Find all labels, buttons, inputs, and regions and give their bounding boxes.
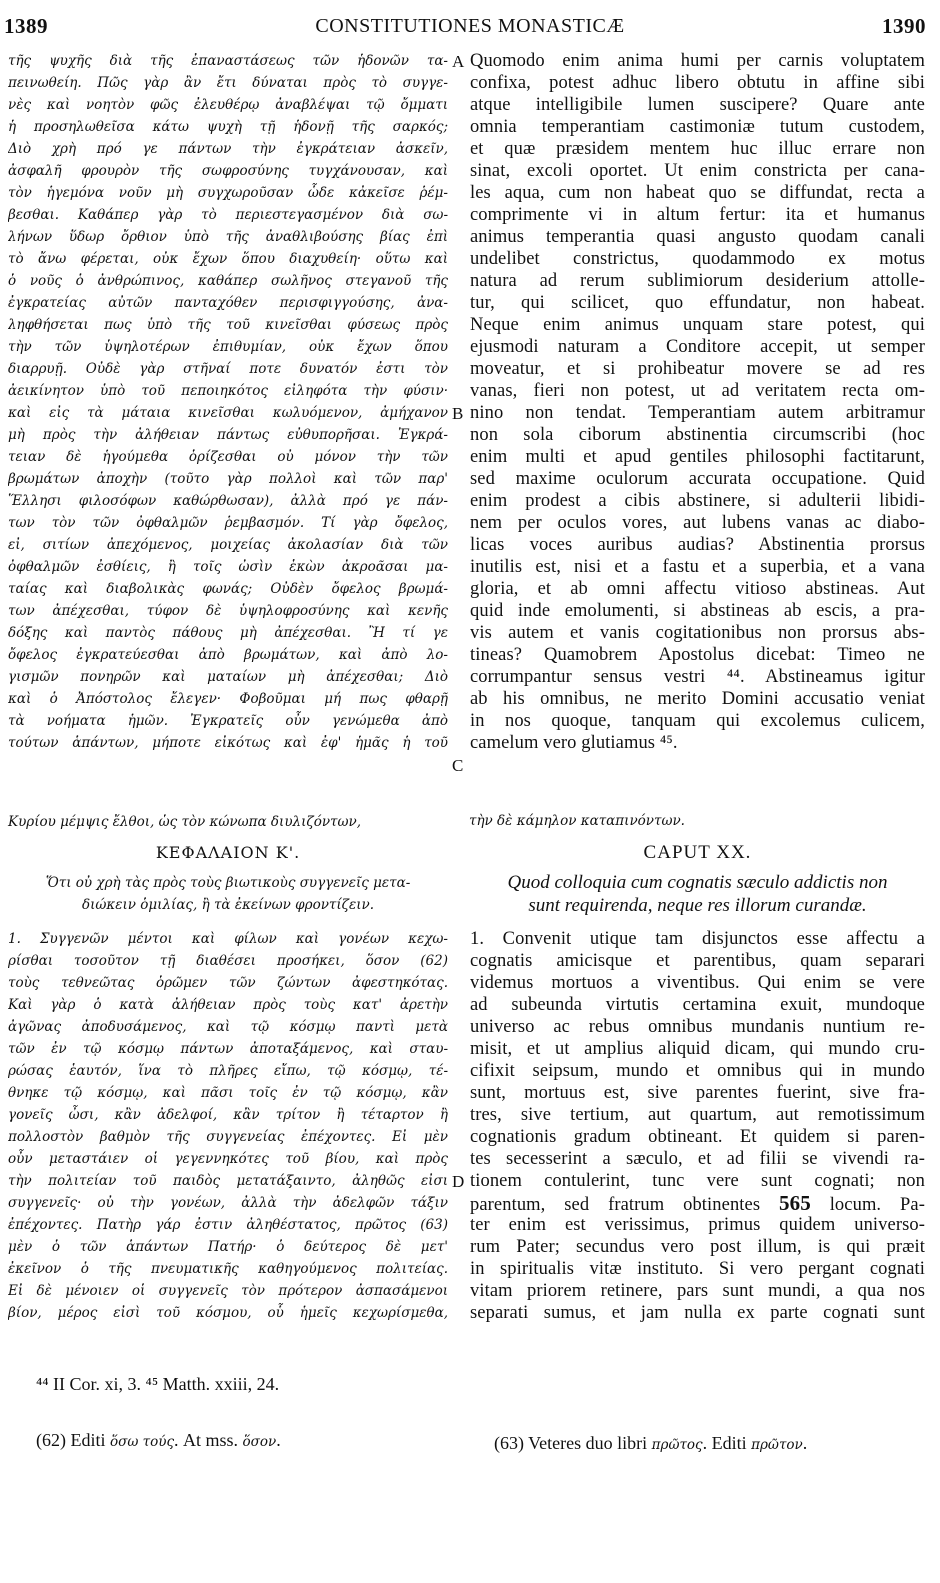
greek-text-line: θνηκε τῷ κόσμῳ, καὶ πᾶσι τοῖς ἐν τῷ κόσμῳ, κἂν — [8, 1085, 448, 1101]
greek-text-line: ρώσας ἑαυτόν, ἵνα τὸ πλῆρες εἴπω, τῷ κόσμῳ, τέ- — [8, 1063, 448, 1079]
section-marker-d: D — [452, 1172, 465, 1191]
footnote-62-end: . — [276, 1430, 281, 1450]
latin-text-line: videmus mortuos a viventibus. Qui enim se vere — [470, 973, 925, 993]
latin-text-line-with-column-number — [470, 1192, 925, 1214]
latin-text-line: 1. Convenit utique tam disjunctos esse affectu a — [470, 929, 925, 949]
latin-text-line: natura ad rerum sublimiorum desiderium attolle- — [470, 271, 925, 291]
greek-text-line: ὄφελος ἐγκρατεύεσθαι ἀπὸ βρωμάτων, καὶ ἀπὸ λο- — [8, 647, 448, 663]
greek-text-line: μὲν ὁ τῶν ἁπάντων Πατήρ· ὁ δεύτερος δὲ μετ' — [8, 1239, 448, 1255]
greek-text-line: εἰ, σιτίων ἀπεχόμενος, μοιχείας ἀκολασίαν διὰ τῶν — [8, 537, 448, 553]
greek-text-line: ὁ νοῦς ὁ ἀνθρώπινος, καθάπερ σωλῆνος στεγανοῦ τῆς — [8, 273, 448, 289]
greek-text-line: τὴν τῶν ὑψηλοτέρων ἐπιθυμίαν, οὐκ ἔχων ὅπου — [8, 339, 448, 355]
latin-text-line: in spiritualis vitæ instituto. Si vero pergant cognati — [470, 1259, 925, 1279]
latin-text-line: nino non tendat. Temperantiam autem arbitramur — [470, 403, 925, 423]
latin-text-line: in nos quoque, tanquam qui excolemus culicem, — [470, 711, 925, 731]
greek-text-line: τοὺς τεθνεῶτας ὁρῶμεν τῶν ζώντων ἀφεστηκότας. — [8, 975, 448, 991]
footnote-63-mid: . Editi — [702, 1433, 752, 1453]
latin-text-line: les aqua, cum non habeat quo se diffundat, recta a — [470, 183, 925, 203]
greek-text-line: λήνων ὕδωρ ὄρθιον ὑπὸ τῆς ἀναθλιβούσης βίας ἐπὶ — [8, 229, 448, 245]
latin-text-line: separati sumus, et jam nulla ex parte cognati sunt — [470, 1303, 925, 1323]
chapter-heading-latin: CAPUT XX. — [643, 842, 752, 863]
running-title: CONSTITUTIONES MONASTICÆ — [315, 15, 625, 37]
greek-column-top — [8, 50, 448, 754]
footnote-62-mid: . At mss. — [174, 1430, 243, 1450]
footnote-62-greek-2: ὅσον — [242, 1434, 277, 1450]
greek-text-line: μὴ πρὸς τὴν ἀλήθειαν πάντως εὐθυπορῆσαι. Ἐγκρά- — [8, 427, 448, 443]
latin-text-line: tur, qui scilicet, quo effundatur, non habeat. — [470, 293, 925, 313]
section-marker-a: A — [452, 52, 465, 71]
greek-text-line: ἐπέχοντες. Πατὴρ γάρ ἐστιν ἀληθέστατος, πρῶτος (63) — [8, 1217, 448, 1233]
latin-text-line: sunt, mortuus est, sive parentes fuerint, sive fra- — [470, 1083, 925, 1103]
subtitle-latin-line: sunt requirenda, neque res illorum curandæ. — [528, 895, 867, 916]
latin-line-after-number: locum. Pa- — [810, 1195, 925, 1215]
latin-text-line: sinat, excoli oportet. Ut enim constricta per cana- — [470, 161, 925, 181]
latin-text-line: cifixit seipsum, mundo et omnibus qui in mundo — [470, 1061, 925, 1081]
greek-text-line: τὴν πολιτείαν τοῦ παιδὸς μετατάξαιντο, ἀληθῶς εἰσι — [8, 1173, 448, 1189]
greek-text-line: ἀεικίνητον ὑπὸ τοῦ πεποιηκότος εἰληφότα τὴν φύσιν· — [8, 383, 448, 399]
greek-text-line: γονεῖς ὦσι, κἂν ἀδελφοί, κἂν τρίτον ἢ τέταρτον ἢ — [8, 1107, 448, 1123]
greek-text-line: οὖν μεταστάιεν οἱ γεγεννηκότες τοῦ βίου, καὶ πρὸς — [8, 1151, 448, 1167]
latin-text-line: undelibet constrictus, quodammodo ex motus — [470, 249, 925, 269]
greek-continuation-line — [8, 810, 928, 832]
column-number: 565 — [779, 1191, 811, 1215]
latin-text-line: gloria, et ab omni affectu vitioso abstineas. Aut — [470, 579, 925, 599]
greek-text-line: δόξης καὶ παντὸς πάθους μὴ ἀπέχεσθαι. Ἢ τί γε — [8, 625, 448, 641]
greek-text-line: βίον, μέρος εἰσὶ τοῦ κόσμου, οὗ ἡμεῖς κεχωρίσμεθα, — [8, 1305, 448, 1321]
greek-text-line: τὸ ἄνω φέρεται, οὐκ ἔχων ὅπου διαχυθείη· οὕτω καὶ — [8, 251, 448, 267]
latin-text-line: atque intelligibile lumen suscipere? Quare ante — [470, 95, 925, 115]
greek-text-line: πολλοστὸν βαθμὸν τῆς συγγενείας ἐπέχοντες. Εἰ μὲν — [8, 1129, 448, 1145]
greek-text-line: καὶ εἰς τὰ μάταια κινεῖσθαι κωλυόμενον, ἀμήχανον — [8, 405, 448, 421]
latin-text-line: vis autem et vanis cogitationibus non prorsus abs- — [470, 623, 925, 643]
latin-text-line: cognatis amicisque et parentibus, quam separari — [470, 951, 925, 971]
latin-column-bottom — [470, 928, 925, 1324]
page-number-left: 1389 — [4, 14, 48, 38]
latin-text-line: confixa, potest adhuc libero obtutu in affine sibi — [470, 73, 925, 93]
greek-text-line: ὀφθαλμῶν ἐσθίεις, ἢ τοῖς ὠσὶν ἑκὼν ἀκροᾶσαι μα- — [8, 559, 448, 575]
latin-text-line: tineas? Quamobrem Apostolus dicebat: Timeo ne — [470, 645, 925, 665]
greek-text-line: Διὸ χρὴ πρό γε πάντων τὴν ἐγκράτειαν ἀσκεῖν, — [8, 141, 448, 157]
greek-text-line: τὸν ἡγεμόνα νοῦν μὴ συγχωροῦσαν ὧδε κἀκεῖσε ῥέμ- — [8, 185, 448, 201]
subtitle-latin-line: Quod colloquia cum cognatis sæculo addictis non — [507, 872, 888, 893]
greek-text-line: πεινωθείη. Πῶς γὰρ ἂν ἔτι δύναται πρὸς τὸ συγγε- — [8, 75, 448, 91]
chapter-heading-greek: ΚΕΦΑΛΑΙΟΝ Κ'. — [155, 843, 301, 862]
latin-text-line: comprimente vi in altum fertur: ita et humanus — [470, 205, 925, 225]
latin-text-line: sed maxime oculorum accurata occupatione. Quid — [470, 469, 925, 489]
latin-text-line: quid inde emolumenti, si abstineas ab escis, a pra- — [470, 601, 925, 621]
latin-text-line: Quomodo enim anima humi per carnis voluptatem — [470, 51, 925, 71]
latin-text-line: ter enim est verissimus, primus quidem universo- — [470, 1215, 925, 1235]
greek-text-line: των τὸν τῶν ὀφθαλμῶν ῥεμβασμόν. Τί γὰρ ὄφελος, — [8, 515, 448, 531]
latin-text-line: misit, et ut amplius aliquid dicam, qui mundo cru- — [470, 1039, 925, 1059]
subtitle-greek-line: διώκειν ὁμιλίας, ἢ τὰ ἐκείνων φροντίζειν. — [81, 897, 375, 913]
footnote-63-greek-1: πρῶτος — [651, 1437, 703, 1453]
greek-text-line: ἡ προσηλωθεῖσα κάτω ψυχὴ τῇ ἡδονῇ τῆς σαρκός; — [8, 119, 448, 135]
latin-text-line: ab his omnibus, ne merito Domini accusatio veniat — [470, 689, 925, 709]
greek-text-line: των ἀπέχεσθαι, τύφον δὲ ὑψηλοφροσύνης καὶ κενῆς — [8, 603, 448, 619]
latin-text-line: omnia temperantiam castimoniæ tutum custodem, — [470, 117, 925, 137]
greek-text-line: 1. Συγγενῶν μέντοι καὶ φίλων καὶ γονέων κεχω- — [8, 931, 448, 947]
latin-text-line: moveatur, et si prohibeatur movere se ad res — [470, 359, 925, 379]
greek-text-line: βεσθαι. Καθάπερ γὰρ τὸ περιεστεγασμένον διὰ σω- — [8, 207, 448, 223]
latin-text-line: et quæ præsidem mentem huc illuc errare non — [470, 139, 925, 159]
greek-text-line: βρωμάτων ἀποχὴν (τοῦτο γὰρ πολλοὶ καὶ τῶν παρ' — [8, 471, 448, 487]
greek-text-line: τούτων ἁπάντων, μήποτε εἰκότως καὶ ἐφ' ἡμᾶς ἡ τοῦ — [8, 735, 448, 751]
latin-text-line: inutilis est, nisi et a fastu et a superbia, et a vana — [470, 557, 925, 577]
section-marker-c: C — [452, 756, 464, 775]
latin-text-line: tes secesserint a sæculo, et ad filii se vivendi ra- — [470, 1149, 925, 1169]
continuation-greek-end: τὴν δὲ κάμηλον καταπινόντων. — [469, 813, 685, 829]
latin-text-line: ejusmodi naturam a Conditore accepit, ut semper — [470, 337, 925, 357]
greek-text-line: ἀσφαλῆ φρουρὸν τῆς σωφροσύνης τυγχάνουσαν, καὶ — [8, 163, 448, 179]
greek-text-line: συγγενεῖς· οὐ τὴν γονέων, ἀλλὰ τὴν ἀδελφῶν τάξιν — [8, 1195, 448, 1211]
scripture-references: ⁴⁴ II Cor. xi, 3. ⁴⁵ Matth. xxiii, 24. — [36, 1374, 280, 1394]
greek-column-bottom — [8, 928, 448, 1324]
footnote-63-greek-2: πρῶτον — [751, 1437, 803, 1453]
latin-text-line: non sola ciborum abstinentia circumscribi (hoc — [470, 425, 925, 445]
footnote-62-prefix: (62) Editi — [36, 1430, 110, 1450]
latin-column-top — [470, 50, 925, 754]
greek-text-line: ληφθήσεται πως ὑπὸ τῆς τοῦ κινεῖσθαι φύσεως πρὸς — [8, 317, 448, 333]
page-number-right: 1390 — [882, 14, 926, 38]
footnote-63 — [494, 1433, 807, 1454]
latin-text-line: universo ac rebus omnibus mundanis nuntium re- — [470, 1017, 925, 1037]
latin-text-line: tionem contulerint, tunc vere sunt cognati; non — [470, 1171, 925, 1191]
footnote-63-prefix: (63) Veteres duo libri — [494, 1433, 652, 1453]
subtitle-greek-line: Ὅτι οὐ χρὴ τὰς πρὸς τοὺς βιωτικοὺς συγγενεῖς μετα- — [45, 875, 411, 891]
latin-text-line: vanas, fieri non potest, ut ad veritatem recta om- — [470, 381, 925, 401]
greek-text-line: ταίας καὶ διαβολικὰς φωνάς; Οὐδὲν ὄφελος βρωμά- — [8, 581, 448, 597]
latin-text-line: tres, sive tertium, aut quartum, aut remotissimum — [470, 1105, 925, 1125]
latin-text-line: vitam priorem retinere, pars sunt mundi, a qua nos — [470, 1281, 925, 1301]
greek-text-line: τὰ νοήματα ἡμῶν. Ἐγκρατεῖς οὖν γενώμεθα ἀπὸ — [8, 713, 448, 729]
greek-text-line: ἐγκρατείας αὐτῶν πανταχόθεν περισφιγγούσης, ἀνα- — [8, 295, 448, 311]
greek-text-line: ἀγῶνας ἀποδυσάμενος, καὶ τῷ κόσμῳ παντὶ μετὰ — [8, 1019, 448, 1035]
greek-text-line: νὲς καὶ νοητὸν φῶς ἐλευθέρῳ ἀναβλέψαι τῷ ὄμματι — [8, 97, 448, 113]
footnote-62-greek-1: ὅσω τούς — [110, 1434, 175, 1450]
section-marker-b: B — [452, 404, 464, 423]
latin-line-before-number: parentum, sed fratrum obtinentes — [470, 1195, 780, 1215]
greek-text-line: Εἰ δὲ μένοιεν οἱ συγγενεῖς τὸν πρότερον ἀσπασάμενοι — [8, 1283, 448, 1299]
footnote-62 — [36, 1430, 281, 1451]
latin-text-line: Neque enim animus unquam stare potest, qui — [470, 315, 925, 335]
latin-text-line: rum Pater; secundus vero post illum, is qui præit — [470, 1237, 925, 1257]
continuation-greek-start: Κυρίου μέμψις ἔλθοι, ὡς τὸν κώνωπα διυλιζόντων, — [8, 814, 362, 830]
latin-text-line: licas voces auribus audias? Abstinentia prorsus — [470, 535, 925, 555]
latin-text-line: ad subeunda virtutis certamina exuit, mundoque — [470, 995, 925, 1015]
greek-text-line: καὶ ὁ Ἀπόστολος ἔλεγεν· Φοβοῦμαι μή πως φθαρῇ — [8, 691, 448, 707]
greek-text-line: τῶν ἐν τῷ κόσμῳ πάντων ἀποταξάμενος, καὶ σταυ- — [8, 1041, 448, 1057]
chapter-subtitle-latin — [470, 871, 925, 917]
latin-text-line: nem per oculos vores, aut lubens vanas ac diabo- — [470, 513, 925, 533]
greek-text-line: διαρρυῇ. Οὐδὲ γὰρ στῆναί ποτε δυνατόν ἐστι τὸν — [8, 361, 448, 377]
greek-text-line: Ἕλλησι φιλοσόφων καθώρθωσαν), ἀλλὰ πρό γε πάν- — [8, 493, 448, 509]
page-header — [0, 14, 940, 44]
latin-text-line: animus temperantia quasi angusto quodam canali — [470, 227, 925, 247]
greek-text-line: τῆς ψυχῆς διὰ τῆς ἐπαναστάσεως τῶν ἡδονῶν τα- — [8, 53, 448, 69]
latin-text-line: enim multi et apud gentiles philosophi factitarunt, — [470, 447, 925, 467]
chapter-subtitle-greek — [8, 872, 448, 916]
latin-text-line: cognationis gradum obtineant. Et quidem si paren- — [470, 1127, 925, 1147]
footnote-63-end: . — [802, 1433, 808, 1453]
greek-text-line: γισμῶν πονηρῶν καὶ ματαίων μὴ ἀπέχεσθαι; Διὸ — [8, 669, 448, 685]
greek-text-line: ἐκεῖνον ὁ τῆς πνευματικῆς καθηγούμενος πολιτείας. — [8, 1261, 448, 1277]
greek-text-line: τειαν δὲ ἡγούμεθα ὁρίζεσθαι οὐ μόνον τὴν τῶν — [8, 449, 448, 465]
latin-text-line: corrumpantur sensus vestri ⁴⁴. Abstineamus igitur — [470, 667, 925, 687]
latin-text-line: camelum vero glutiamus ⁴⁵. — [470, 733, 678, 753]
latin-text-line: enim prodest a cibis abstinere, si adulterii libidi- — [470, 491, 925, 511]
greek-text-line: ρίσθαι τοσοῦτον τῇ διαθέσει προσήκει, ὅσον (62) — [8, 953, 448, 969]
greek-text-line: Καὶ γὰρ ὁ κατὰ ἀλήθειαν πρὸς τοὺς κατ' ἀρετὴν — [8, 997, 448, 1013]
